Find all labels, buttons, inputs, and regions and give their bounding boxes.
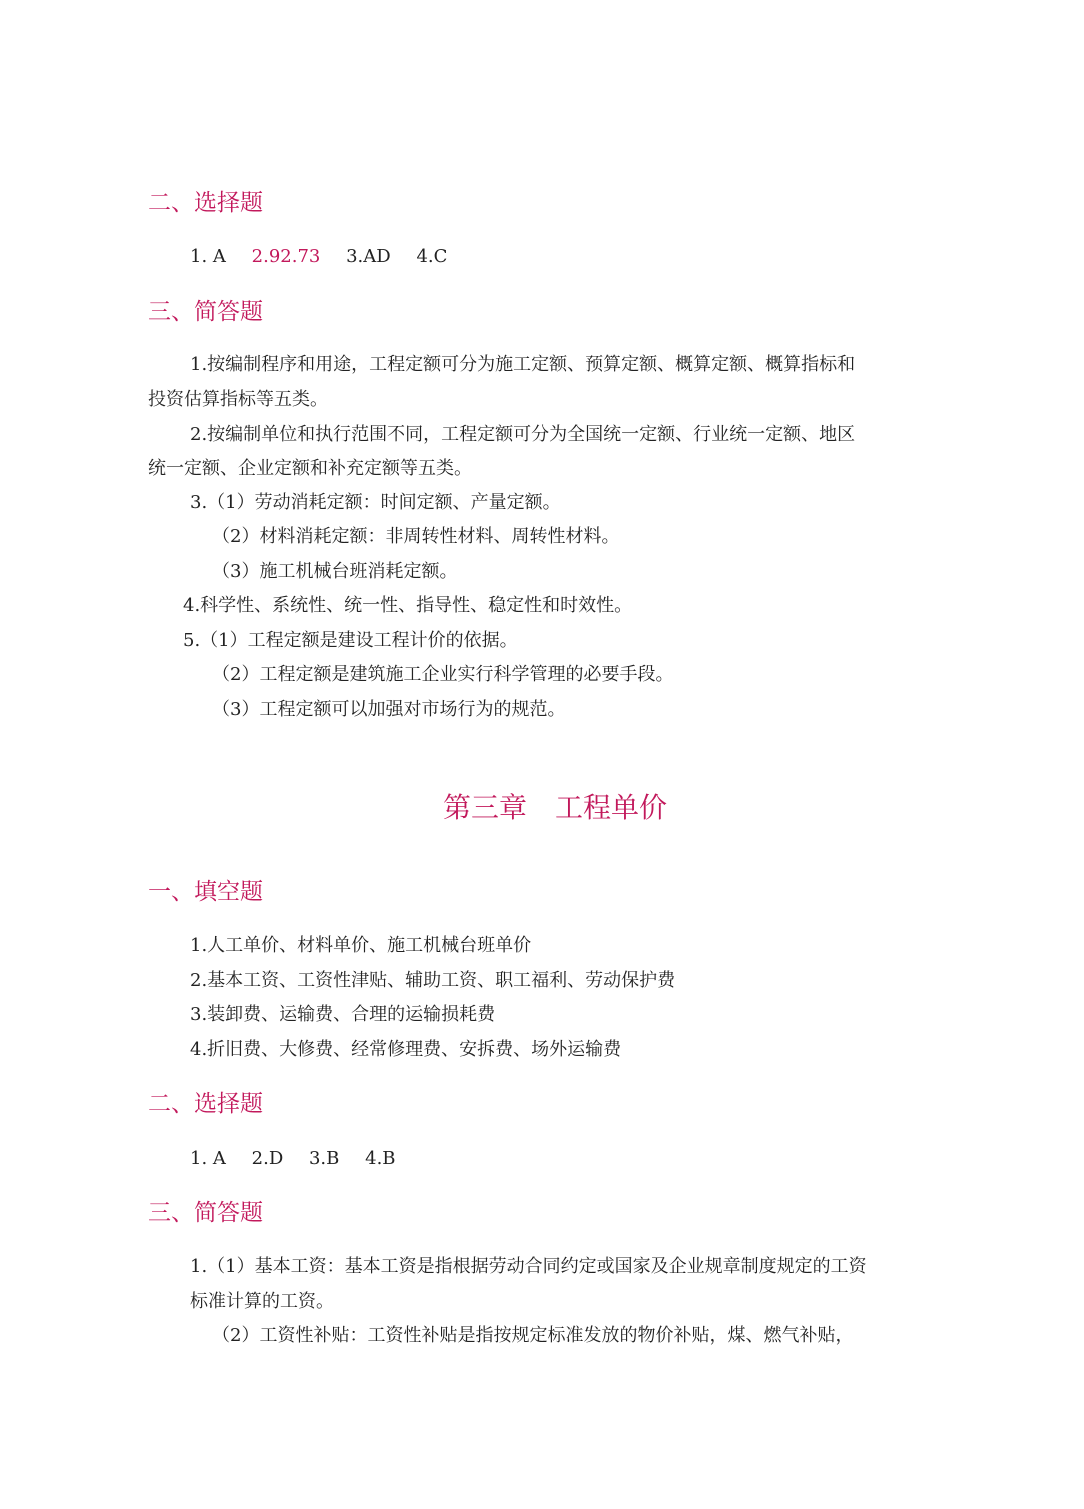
answer-line: （2）材料消耗定额：非周转性材料、周转性材料。 — [212, 526, 620, 547]
answer-line: 2.按编制单位和执行范围不同，工程定额可分为全国统一定额、行业统一定额、地区 — [190, 424, 856, 445]
answer-line: （2）工程定额是建筑施工企业实行科学管理的必要手段。 — [212, 664, 674, 685]
short-answer-heading: 三、简答题 — [148, 299, 263, 325]
answer-line: 3.（1）劳动消耗定额：时间定额、产量定额。 — [190, 492, 561, 513]
answer-line: （3）施工机械台班消耗定额。 — [212, 561, 458, 582]
fill-line: 2.基本工资、工资性津贴、辅助工资、职工福利、劳动保护费 — [190, 970, 676, 991]
chapter-number: 第三章 — [442, 791, 527, 824]
fill-line: 3.装卸费、运输费、合理的运输损耗费 — [190, 1004, 496, 1025]
choice-answers-2 — [190, 1146, 416, 1172]
answer-line: 1.（1）基本工资：基本工资是指根据劳动合同约定或国家及企业规章制度规定的工资 — [190, 1256, 867, 1277]
choice-heading-2: 二、选择题 — [148, 1091, 263, 1117]
chapter-name: 工程单价 — [555, 791, 668, 824]
answer-2: 2.D — [251, 1148, 284, 1169]
answer-line: 1.按编制程序和用途，工程定额可分为施工定额、预算定额、概算定额、概算指标和 — [190, 354, 856, 375]
choice-answers — [190, 244, 467, 270]
short-answer-heading-2: 三、简答题 — [148, 1200, 263, 1226]
answer-3: 3.AD — [346, 246, 391, 267]
answer-line: 投资估算指标等五类。 — [148, 389, 328, 410]
answer-line: （2）工资性补贴：工资性补贴是指按规定标准发放的物价补贴，煤、燃气补贴， — [212, 1325, 854, 1346]
answer-2: 2.92.73 — [251, 246, 321, 267]
answer-4: 4.B — [365, 1148, 396, 1169]
answer-line: 标准计算的工资。 — [190, 1291, 334, 1312]
answer-4: 4.C — [416, 246, 448, 267]
answer-line: （3）工程定额可以加强对市场行为的规范。 — [212, 699, 566, 720]
fill-line: 1.人工单价、材料单价、施工机械台班单价 — [190, 935, 532, 956]
answer-3: 3.B — [308, 1148, 340, 1169]
choice-heading: 二、选择题 — [148, 190, 263, 216]
fill-line: 4.折旧费、大修费、经常修理费、安拆费、场外运输费 — [190, 1039, 622, 1060]
answer-1: 1. A — [190, 1148, 226, 1169]
answer-line: 5.（1）工程定额是建设工程计价的依据。 — [183, 630, 518, 651]
fill-heading: 一、填空题 — [148, 879, 263, 905]
answer-1: 1. A — [190, 246, 226, 267]
chapter-title — [0, 790, 1084, 826]
answer-line: 统一定额、企业定额和补充定额等五类。 — [148, 458, 472, 479]
answer-line: 4.科学性、系统性、统一性、指导性、稳定性和时效性。 — [183, 595, 633, 616]
